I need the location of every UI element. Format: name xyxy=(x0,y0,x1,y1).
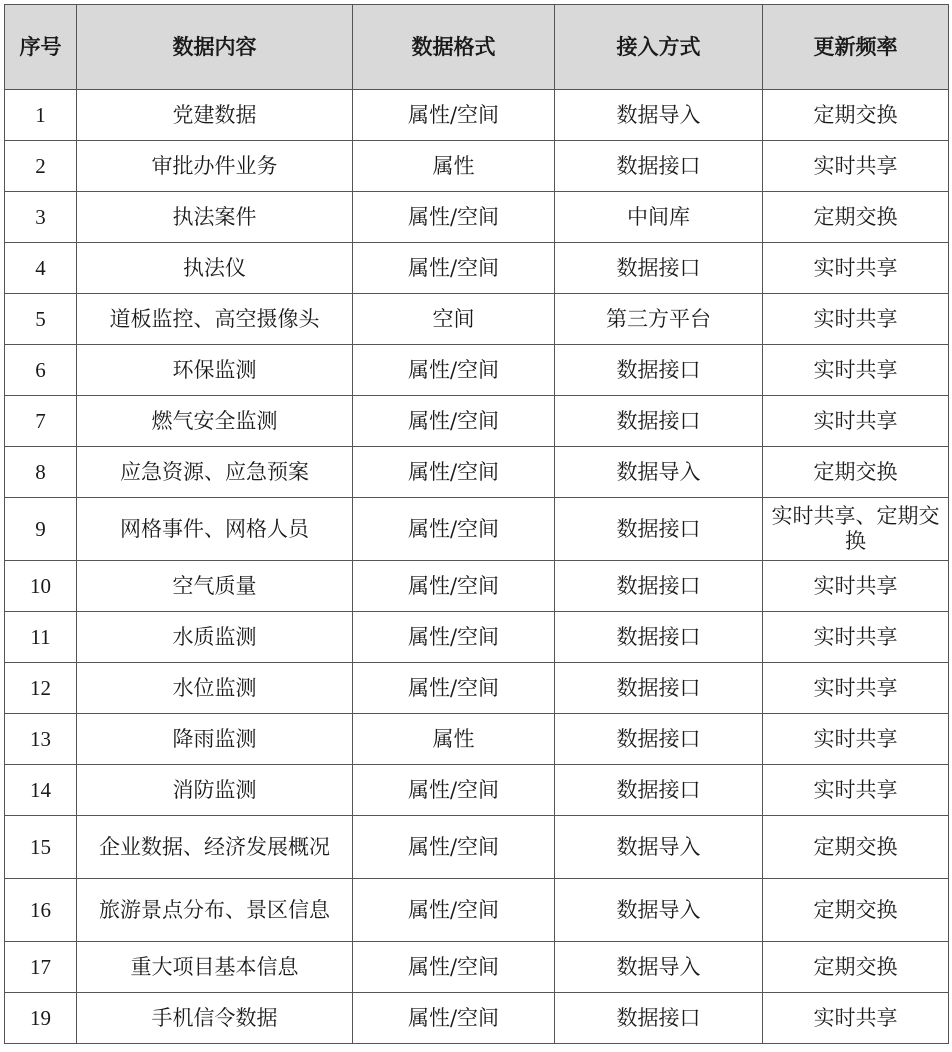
cell-content: 空气质量 xyxy=(77,561,353,612)
cell-access: 中间库 xyxy=(555,192,763,243)
cell-content: 企业数据、经济发展概况 xyxy=(77,816,353,879)
cell-seq: 1 xyxy=(5,90,77,141)
table-row xyxy=(5,345,949,396)
cell-format: 属性/空间 xyxy=(353,498,555,561)
cell-seq: 12 xyxy=(5,663,77,714)
cell-format: 属性/空间 xyxy=(353,816,555,879)
cell-format: 属性/空间 xyxy=(353,879,555,942)
cell-content: 消防监测 xyxy=(77,765,353,816)
cell-access: 数据导入 xyxy=(555,447,763,498)
cell-frequency: 定期交换 xyxy=(763,192,949,243)
cell-content: 网格事件、网格人员 xyxy=(77,498,353,561)
cell-content: 旅游景点分布、景区信息 xyxy=(77,879,353,942)
cell-frequency: 实时共享、定期交换 xyxy=(763,498,949,561)
cell-frequency: 实时共享 xyxy=(763,243,949,294)
table-header-row xyxy=(5,5,949,90)
cell-frequency: 实时共享 xyxy=(763,612,949,663)
cell-frequency: 实时共享 xyxy=(763,294,949,345)
cell-frequency: 实时共享 xyxy=(763,561,949,612)
cell-content: 道板监控、高空摄像头 xyxy=(77,294,353,345)
cell-format: 属性/空间 xyxy=(353,663,555,714)
cell-content: 手机信令数据 xyxy=(77,993,353,1044)
cell-seq: 17 xyxy=(5,942,77,993)
cell-seq: 3 xyxy=(5,192,77,243)
cell-frequency: 实时共享 xyxy=(763,345,949,396)
cell-access: 数据接口 xyxy=(555,498,763,561)
cell-frequency: 实时共享 xyxy=(763,993,949,1044)
table-row xyxy=(5,447,949,498)
table-row xyxy=(5,612,949,663)
cell-frequency: 定期交换 xyxy=(763,879,949,942)
cell-format: 属性/空间 xyxy=(353,447,555,498)
header-access: 接入方式 xyxy=(555,5,763,90)
cell-content: 降雨监测 xyxy=(77,714,353,765)
cell-format: 属性/空间 xyxy=(353,765,555,816)
cell-content: 重大项目基本信息 xyxy=(77,942,353,993)
table-row xyxy=(5,714,949,765)
cell-frequency: 实时共享 xyxy=(763,141,949,192)
table-row xyxy=(5,993,949,1044)
cell-format: 属性/空间 xyxy=(353,942,555,993)
cell-format: 属性/空间 xyxy=(353,243,555,294)
table-row xyxy=(5,192,949,243)
cell-seq: 4 xyxy=(5,243,77,294)
cell-access: 第三方平台 xyxy=(555,294,763,345)
cell-content: 党建数据 xyxy=(77,90,353,141)
cell-frequency: 定期交换 xyxy=(763,942,949,993)
cell-seq: 8 xyxy=(5,447,77,498)
cell-access: 数据接口 xyxy=(555,714,763,765)
cell-format: 属性/空间 xyxy=(353,993,555,1044)
cell-access: 数据接口 xyxy=(555,345,763,396)
cell-content: 环保监测 xyxy=(77,345,353,396)
cell-frequency: 实时共享 xyxy=(763,765,949,816)
cell-format: 属性/空间 xyxy=(353,396,555,447)
table-row xyxy=(5,243,949,294)
cell-content: 水位监测 xyxy=(77,663,353,714)
cell-frequency: 定期交换 xyxy=(763,447,949,498)
cell-format: 属性 xyxy=(353,141,555,192)
cell-access: 数据接口 xyxy=(555,561,763,612)
cell-access: 数据接口 xyxy=(555,612,763,663)
cell-seq: 10 xyxy=(5,561,77,612)
cell-access: 数据导入 xyxy=(555,879,763,942)
table-row xyxy=(5,561,949,612)
cell-access: 数据接口 xyxy=(555,993,763,1044)
cell-frequency: 实时共享 xyxy=(763,396,949,447)
cell-seq: 2 xyxy=(5,141,77,192)
table-row xyxy=(5,141,949,192)
cell-frequency: 定期交换 xyxy=(763,90,949,141)
header-seq: 序号 xyxy=(5,5,77,90)
cell-seq: 5 xyxy=(5,294,77,345)
table-row xyxy=(5,498,949,561)
cell-format: 空间 xyxy=(353,294,555,345)
table-row xyxy=(5,879,949,942)
cell-format: 属性/空间 xyxy=(353,192,555,243)
cell-frequency: 实时共享 xyxy=(763,714,949,765)
table-row xyxy=(5,942,949,993)
cell-access: 数据接口 xyxy=(555,663,763,714)
cell-seq: 7 xyxy=(5,396,77,447)
cell-content: 执法仪 xyxy=(77,243,353,294)
table-row xyxy=(5,294,949,345)
cell-seq: 16 xyxy=(5,879,77,942)
cell-format: 属性/空间 xyxy=(353,345,555,396)
cell-seq: 19 xyxy=(5,993,77,1044)
table-row xyxy=(5,396,949,447)
cell-format: 属性 xyxy=(353,714,555,765)
cell-seq: 13 xyxy=(5,714,77,765)
cell-format: 属性/空间 xyxy=(353,561,555,612)
table-row xyxy=(5,663,949,714)
cell-access: 数据接口 xyxy=(555,396,763,447)
cell-access: 数据导入 xyxy=(555,90,763,141)
cell-content: 应急资源、应急预案 xyxy=(77,447,353,498)
header-format: 数据格式 xyxy=(353,5,555,90)
cell-content: 燃气安全监测 xyxy=(77,396,353,447)
cell-seq: 14 xyxy=(5,765,77,816)
header-content: 数据内容 xyxy=(77,5,353,90)
cell-seq: 9 xyxy=(5,498,77,561)
cell-seq: 6 xyxy=(5,345,77,396)
cell-content: 审批办件业务 xyxy=(77,141,353,192)
cell-seq: 11 xyxy=(5,612,77,663)
table-row xyxy=(5,90,949,141)
data-source-table xyxy=(4,4,949,1044)
cell-access: 数据接口 xyxy=(555,141,763,192)
table-row xyxy=(5,816,949,879)
cell-access: 数据接口 xyxy=(555,765,763,816)
cell-content: 水质监测 xyxy=(77,612,353,663)
cell-frequency: 实时共享 xyxy=(763,663,949,714)
table-row xyxy=(5,765,949,816)
header-frequency: 更新频率 xyxy=(763,5,949,90)
data-table-container xyxy=(4,4,948,1044)
cell-content: 执法案件 xyxy=(77,192,353,243)
cell-format: 属性/空间 xyxy=(353,612,555,663)
cell-frequency: 定期交换 xyxy=(763,816,949,879)
cell-format: 属性/空间 xyxy=(353,90,555,141)
cell-access: 数据接口 xyxy=(555,243,763,294)
cell-access: 数据导入 xyxy=(555,816,763,879)
cell-seq: 15 xyxy=(5,816,77,879)
cell-access: 数据导入 xyxy=(555,942,763,993)
